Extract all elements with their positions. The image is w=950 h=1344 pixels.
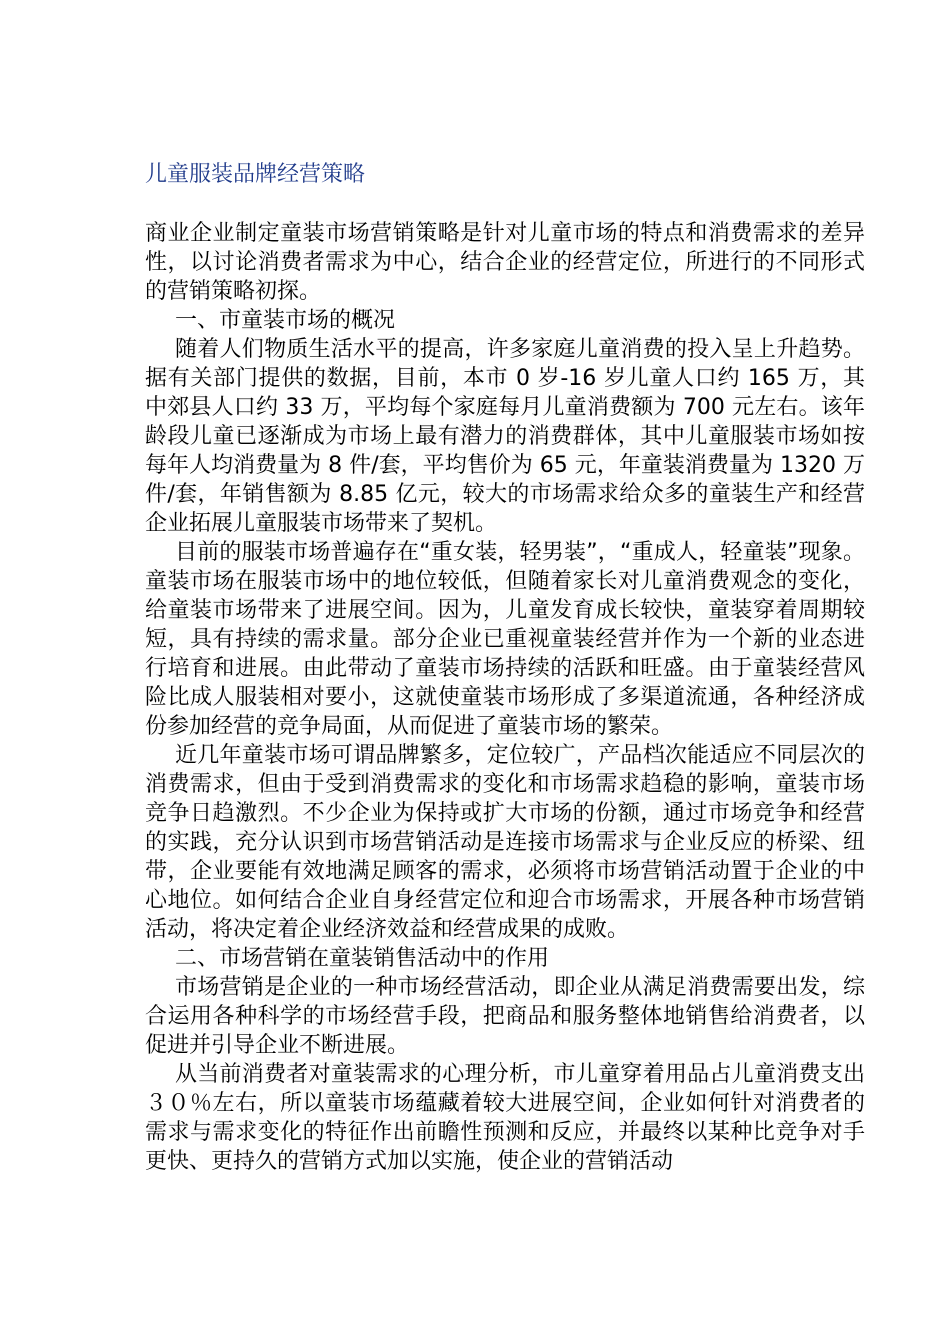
body-paragraph: 近几年童装市场可谓品牌繁多，定位较广，产品档次能适应不同层次的消费需求，但由于受到消费需求的变化和市场需求趋稳的影响，童装市场竞争日趋激烈。不少企业为保持或扩大市场的份额，通过市场竞争和经营的实践，充分认识到市场营销活动是连接市场需求与企业反应的桥梁、纽带，企业要能有效地满足顾客的需求，必须将市场营销活动置于企业的中心地位。如何结合企业自身经营定位和迎合市场需求，开展各种市场营销活动，将决定着企业经济效益和经营成果的成败。 [145, 743, 865, 942]
body-paragraph: 市场营销是企业的一种市场经营活动，即企业从满足消费需要出发，综合运用各种科学的市场经营手段，把商品和服务整体地销售给消费者，以促进并引导企业不断进展。 [145, 975, 865, 1058]
body-paragraph: 随着人们物质生活水平的提高，许多家庭儿童消费的投入呈上升趋势。据有关部门提供的数据，目前，本市 0 岁-16 岁儿童人口约 165 万，其中郊县人口约 33 万，平均每个家庭每月儿童消费额为 700 元左右。该年龄段儿童已逐渐成为市场上最有潜力的消费群体，其中儿童服装市场如按每年人均消费量为 8 件/套，平均售价为 65 元，年童装消费量为 1320 万件/套，年销售额为 8.85 亿元，较大的市场需求给众多的童装生产和经营企业拓展儿童服装市场带来了契机。 [145, 337, 865, 536]
document-title: 儿童服装品牌经营策略 [145, 162, 366, 187]
intro-paragraph: 商业企业制定童装市场营销策略是针对儿童市场的特点和消费需求的差异性，以讨论消费者需求为中心，结合企业的经营定位，所进行的不同形式的营销策略初探。 [145, 221, 865, 304]
body-paragraph: 目前的服装市场普遍存在“重女装，轻男装”，“重成人，轻童装”现象。童装市场在服装市场中的地位较低，但随着家长对儿童消费观念的变化，给童装市场带来了进展空间。因为，儿童发育成长较快，童装穿着周期较短，具有持续的需求量。部分企业已重视童装经营并作为一个新的业态进行培育和进展。由此带动了童装市场持续的活跃和旺盛。由于童装经营风险比成人服装相对要小，这就使童装市场形成了多渠道流通，各种经济成份参加经营的竞争局面，从而促进了童装市场的繁荣。 [145, 540, 865, 739]
section-heading-2: 二、市场营销在童装销售活动中的作用 [175, 946, 550, 971]
body-paragraph: 从当前消费者对童装需求的心理分析，市儿童穿着用品占儿童消费支出３０％左右，所以童装市场蕴藏着较大进展空间，企业如何针对消费者的需求与需求变化的特征作出前瞻性预测和反应，并最终以某种比竞争对手更快、更持久的营销方式加以实施，使企业的营销活动 [145, 1062, 865, 1174]
document-body [145, 219, 865, 1176]
section-heading-1: 一、市童装市场的概况 [175, 308, 396, 333]
